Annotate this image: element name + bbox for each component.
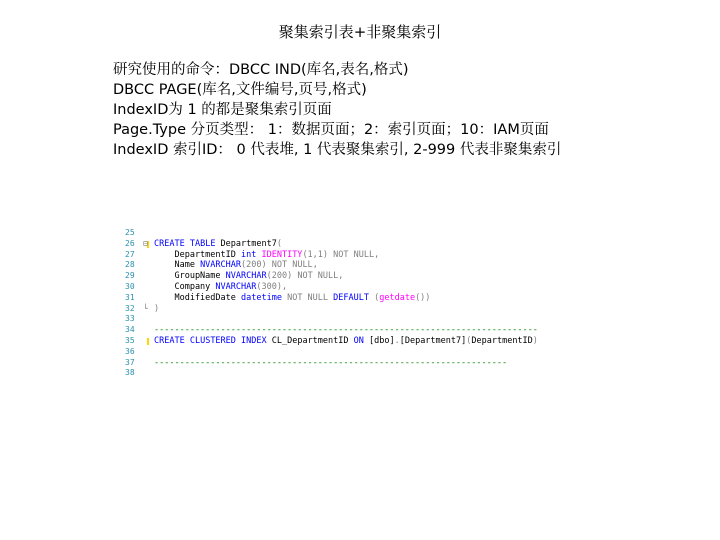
code-text — [154, 325, 538, 336]
note-line-indexid: IndexID为 1 的都是聚集索引页面 — [113, 102, 332, 118]
code-token: DepartmentID — [471, 335, 533, 346]
code-line — [120, 228, 560, 239]
slide-title: 聚集索引表+非聚集索引 — [278, 23, 442, 41]
code-token: ()) — [415, 292, 431, 303]
code-line — [120, 260, 560, 271]
code-text — [154, 260, 318, 271]
code-token: NVARCHAR — [215, 281, 257, 292]
code-token: Name — [154, 260, 201, 271]
code-text — [154, 271, 343, 282]
code-token: [Department7] — [399, 335, 467, 346]
code-token: (200) — [266, 271, 298, 282]
line-number: 31 — [125, 292, 135, 302]
code-token: , — [374, 249, 380, 260]
code-line — [120, 304, 560, 315]
line-number: 35 — [125, 335, 135, 345]
line-number: 32 — [125, 303, 135, 313]
code-line — [120, 368, 560, 379]
line-number: 28 — [125, 260, 135, 270]
line-number: 25 — [125, 228, 135, 237]
line-number: 38 — [125, 368, 135, 378]
line-number: 29 — [125, 271, 135, 281]
code-token: IDENTITY — [261, 249, 303, 260]
code-token: ModifiedDate — [154, 292, 241, 303]
code-token: CREATE — [154, 335, 185, 346]
code-token: . — [394, 335, 400, 346]
code-token: TABLE — [189, 238, 216, 249]
code-text — [154, 250, 379, 261]
code-token: ) — [154, 303, 160, 314]
code-token: ON — [353, 335, 364, 346]
sql-code-editor — [120, 228, 560, 393]
code-token: Department7 — [215, 238, 277, 249]
code-line — [120, 358, 560, 369]
code-line — [120, 325, 560, 336]
code-token: NOT NULL — [287, 292, 329, 303]
code-token: datetime — [241, 292, 282, 303]
code-text — [154, 239, 282, 250]
code-token: DEFAULT — [333, 292, 369, 303]
line-number: 26 — [125, 238, 135, 248]
line-number: 34 — [125, 325, 135, 335]
code-line — [120, 293, 560, 304]
code-text — [154, 293, 430, 304]
collapse-icon[interactable]: ⊟ — [143, 238, 148, 248]
code-token: GroupName — [154, 271, 226, 282]
line-number: 33 — [125, 314, 135, 324]
code-text — [154, 358, 507, 369]
note-line-pagetype: Page.Type 分页类型： 1：数据页面；2：索引页面；10：IAM页面 — [113, 122, 549, 138]
code-token: --------------------------------------------------------------------------- — [154, 325, 538, 336]
code-token: (1,1) — [302, 249, 334, 260]
line-number: 27 — [125, 249, 135, 259]
code-token: [dbo] — [363, 335, 395, 346]
change-marker — [147, 338, 149, 345]
code-token: NOT NULL — [333, 249, 375, 260]
code-token: Company — [154, 281, 216, 292]
code-line — [120, 314, 560, 325]
code-token: (300), — [256, 281, 288, 292]
code-line — [120, 239, 560, 250]
note-line-dbcc-page: DBCC PAGE(库名,文件编号,页号,格式) — [113, 82, 367, 98]
code-token: ( — [368, 292, 380, 303]
code-token: CL_DepartmentID — [266, 335, 354, 346]
code-line — [120, 336, 560, 347]
code-token: INDEX — [241, 335, 267, 346]
note-line-commands: 研究使用的命令：DBCC IND(库名,表名,格式) — [113, 62, 409, 78]
code-line — [120, 250, 560, 261]
note-line-indexid-meaning: IndexID 索引ID： 0 代表堆, 1 代表聚集索引, 2-999 代表非聚集索引 — [113, 142, 562, 158]
code-token: int — [241, 249, 257, 260]
code-token: NOT NULL — [297, 271, 339, 282]
code-line — [120, 347, 560, 358]
code-token: NOT NULL — [271, 260, 313, 271]
line-number: 30 — [125, 281, 135, 291]
code-text — [154, 282, 287, 293]
code-token: ) — [532, 335, 538, 346]
line-number: 37 — [125, 357, 135, 367]
code-token: --------------------------------------------------------------------- — [154, 357, 508, 368]
code-token: , — [312, 260, 318, 271]
code-line — [120, 282, 560, 293]
line-number: 36 — [125, 346, 135, 356]
code-line — [120, 271, 560, 282]
code-token: (200) — [241, 260, 272, 271]
notes-block — [113, 60, 713, 160]
code-token: CLUSTERED — [189, 335, 236, 346]
fold-end-icon: └ — [143, 303, 148, 313]
code-text — [154, 304, 159, 315]
code-text — [154, 336, 538, 347]
code-token: NVARCHAR — [225, 271, 267, 282]
code-token: DepartmentID — [154, 249, 241, 260]
code-token: ( — [466, 335, 472, 346]
code-token: ( — [276, 238, 282, 249]
code-token: CREATE — [154, 238, 185, 249]
code-token: , — [338, 271, 344, 282]
code-token: NVARCHAR — [200, 260, 242, 271]
code-token: getdate — [379, 292, 416, 303]
